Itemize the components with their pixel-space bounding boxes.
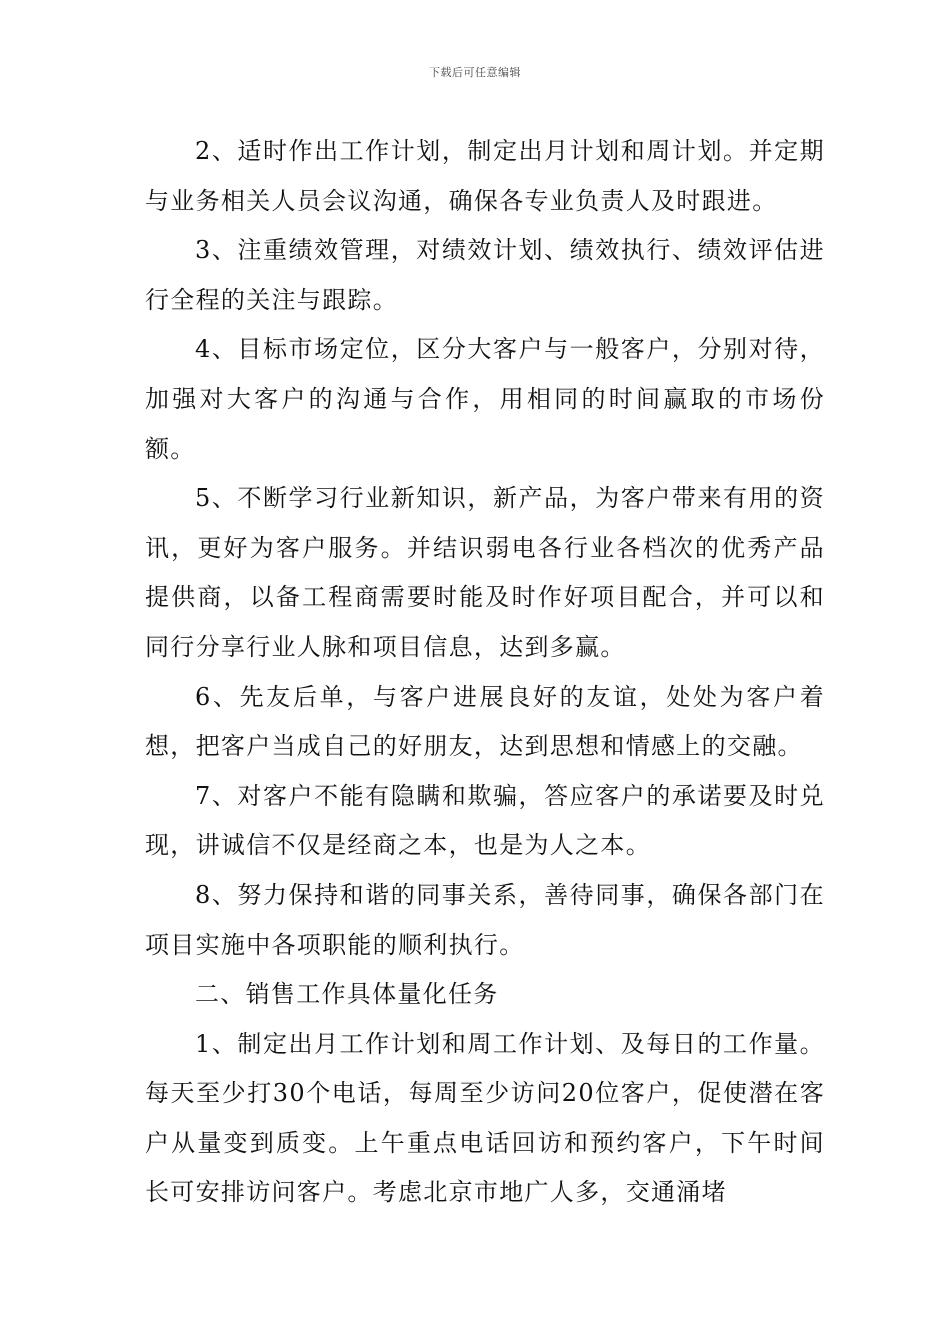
paragraph-item-6: 6、先友后单，与客户进展良好的友谊，处处为客户着想，把客户当成自己的好朋友，达到思想和情感上的交融。: [145, 682, 825, 761]
paragraph-item-8: 8、努力保持和谐的同事关系，善待同事，确保各部门在项目实施中各项职能的顺利执行。: [145, 880, 825, 959]
document-body: [145, 127, 825, 1218]
paragraph-quantified-task-1: 1、制定出月工作计划和周工作计划、及每日的工作量。每天至少打30个电话，每周至少访问20位客户，促使潜在客户从量变到质变。上午重点电话回访和预约客户，下午时间长可安排访问客户。考虑北京市地广人多，交通涌堵: [145, 1029, 825, 1207]
paragraph-item-2: 2、适时作出工作计划，制定出月计划和周计划。并定期与业务相关人员会议沟通，确保各专业负责人及时跟进。: [145, 137, 825, 215]
paragraph-item-5: 5、不断学习行业新知识，新产品，为客户带来有用的资讯，更好为客户服务。并结识弱电各行业各档次的优秀产品提供商，以备工程商需要时能及时作好项目配合，并可以和同行分享行业人脉和项目信息，达到多赢。: [145, 484, 825, 661]
section-heading: 二、销售工作具体量化任务: [195, 980, 499, 1009]
paragraph-item-4: 4、目标市场定位，区分大客户与一般客户，分别对待，加强对大客户的沟通与合作，用相同的时间赢取的市场份额。: [145, 335, 825, 463]
paragraph-item-3: 3、注重绩效管理，对绩效计划、绩效执行、绩效评估进行全程的关注与跟踪。: [145, 236, 825, 314]
page-header: 下载后可任意编辑: [429, 66, 521, 79]
paragraph-item-7: 7、对客户不能有隐瞒和欺骗，答应客户的承诺要及时兑现，讲诚信不仅是经商之本，也是为人之本。: [145, 781, 825, 860]
